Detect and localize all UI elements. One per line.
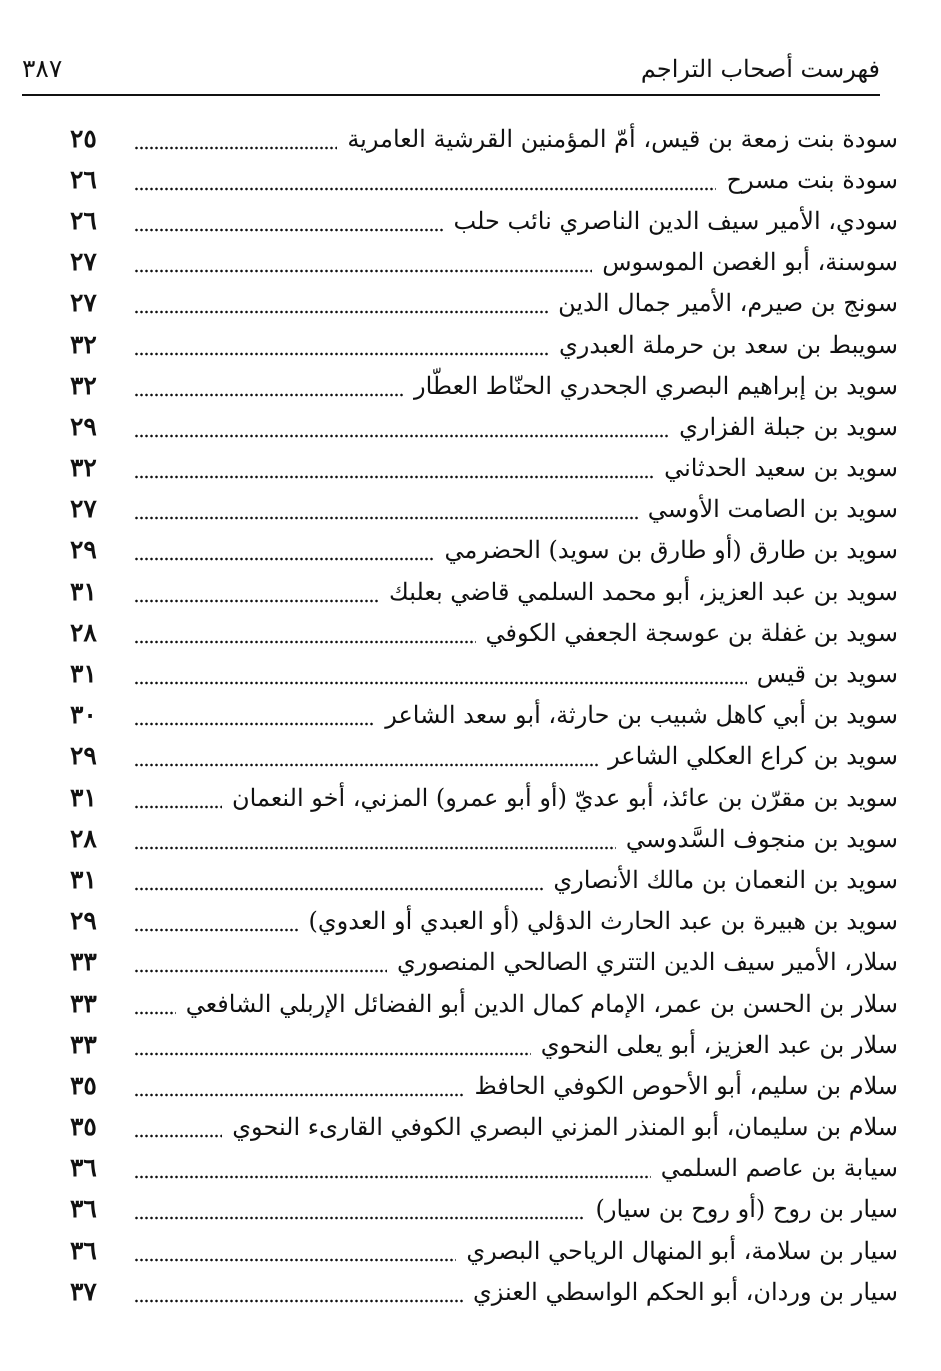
dot-leader	[134, 1212, 585, 1224]
entry-name: سلار، الأمير سيف الدين التتري الصالحي المنصوري	[396, 948, 898, 977]
dot-leader	[134, 265, 592, 277]
entry-page-number: ٣٧	[70, 1276, 97, 1306]
entry-name: سويد بن غفلة بن عوسجة الجعفي الكوفي	[485, 618, 898, 647]
entry-page-number: ٣٥	[70, 1070, 97, 1100]
dot-leader	[134, 389, 404, 401]
entry-name: سونج بن صيرم، الأمير جمال الدين	[558, 289, 898, 318]
entry-name: سويد بن سعيد الحدثاني	[664, 454, 898, 483]
dot-leader	[134, 512, 638, 524]
index-entry	[70, 983, 898, 1024]
entry-name: سويد بن الصامت الأوسي	[647, 495, 898, 524]
entry-page-number: ٣٣	[70, 947, 97, 977]
index-entry	[70, 1107, 898, 1148]
entry-name: سيابة بن عاصم السلمي	[660, 1154, 898, 1183]
index-entry	[70, 859, 898, 900]
dot-leader	[134, 759, 598, 771]
entry-name: سويد بن منجوف السَّدوسي	[625, 824, 898, 853]
dot-leader	[134, 1171, 651, 1183]
index-entries-list	[70, 118, 898, 1312]
dot-leader	[134, 924, 299, 936]
entry-page-number: ٢٧	[70, 494, 97, 524]
dot-leader	[134, 801, 222, 813]
entry-name: سويد بن كراع العكلي الشاعر	[608, 742, 898, 771]
entry-name: سويبط بن سعد بن حرملة العبدري	[558, 330, 898, 359]
index-entry	[70, 1230, 898, 1271]
index-entry	[70, 612, 898, 653]
index-entry	[70, 159, 898, 200]
index-entry	[70, 200, 898, 241]
index-entry	[70, 530, 898, 571]
entry-page-number: ٣٢	[70, 329, 97, 359]
page-title: فهرست أصحاب التراجم	[640, 55, 880, 83]
dot-leader	[134, 636, 476, 648]
entry-name: سلام بن سليمان، أبو المنذر المزني البصري الكوفي القارىء النحوي	[232, 1113, 898, 1142]
dot-leader	[134, 1130, 222, 1142]
entry-name: سيار بن روح (أو روح بن سيار)	[595, 1195, 898, 1224]
entry-name: سويد بن عبد العزيز، أبو محمد السلمي قاضي بعلبك	[388, 577, 898, 606]
entry-page-number: ٢٧	[70, 288, 97, 318]
dot-leader	[134, 1089, 464, 1101]
entry-name: سويد بن النعمان بن مالك الأنصاري	[553, 865, 898, 894]
index-entry	[70, 489, 898, 530]
index-entry	[70, 777, 898, 818]
index-entry	[70, 283, 898, 324]
dot-leader	[134, 1048, 531, 1060]
entry-page-number: ٣٥	[70, 1112, 97, 1142]
entry-page-number: ٣٦	[70, 1153, 97, 1183]
entry-name: سويد بن هبيرة بن عبد الحارث الدؤلي (أو العبدي أو العدوي)	[308, 907, 898, 936]
index-entry	[70, 365, 898, 406]
entry-page-number: ٣١	[70, 782, 97, 812]
index-entry	[70, 695, 898, 736]
entry-name: سيار بن وردان، أبو الحكم الواسطي العنزي	[472, 1277, 898, 1306]
dot-leader	[134, 306, 548, 318]
entry-page-number: ٢٦	[70, 164, 97, 194]
entry-name: سويد بن جبلة الفزاري	[679, 412, 898, 441]
entry-page-number: ٣٢	[70, 453, 97, 483]
index-entry	[70, 324, 898, 365]
entry-name: سويد بن إبراهيم البصري الجحدري الحنّاط العطّار	[413, 371, 898, 400]
entry-page-number: ٢٨	[70, 617, 97, 647]
dot-leader	[134, 595, 379, 607]
page-number: ٣٨٧	[22, 54, 63, 83]
index-entry	[70, 1024, 898, 1065]
entry-name: سويد بن قيس	[756, 660, 898, 689]
dot-leader	[134, 718, 375, 730]
index-entry	[70, 818, 898, 859]
index-entry	[70, 448, 898, 489]
index-entry	[70, 1189, 898, 1230]
dot-leader	[134, 965, 387, 977]
entry-page-number: ٢٩	[70, 535, 97, 565]
dot-leader	[134, 1254, 456, 1266]
dot-leader	[134, 471, 654, 483]
entry-page-number: ٣١	[70, 576, 97, 606]
entry-name: سوسنة، أبو الغصن الموسوس	[602, 248, 898, 277]
index-entry	[70, 653, 898, 694]
dot-leader	[134, 183, 716, 195]
entry-name: سودة بنت زمعة بن قيس، أمّ المؤمنين القرشية العامرية	[347, 124, 898, 153]
dot-leader	[134, 553, 435, 565]
page-header	[22, 50, 880, 94]
entry-name: سودة بنت مسرح	[726, 165, 898, 194]
index-entry	[70, 736, 898, 777]
entry-page-number: ٣٣	[70, 988, 97, 1018]
index-entry	[70, 901, 898, 942]
index-entry	[70, 406, 898, 447]
dot-leader	[134, 142, 337, 154]
entry-name: سودي، الأمير سيف الدين الناصري نائب حلب	[453, 206, 898, 235]
entry-name: سويد بن أبي كاهل شبيب بن حارثة، أبو سعد الشاعر	[385, 701, 898, 730]
entry-page-number: ٢٧	[70, 247, 97, 277]
dot-leader	[134, 677, 747, 689]
entry-page-number: ٢٦	[70, 205, 97, 235]
entry-name: سويد بن طارق (أو طارق بن سويد) الحضرمي	[444, 536, 898, 565]
dot-leader	[134, 348, 549, 360]
entry-page-number: ٣٦	[70, 1235, 97, 1265]
index-entry	[70, 1065, 898, 1106]
entry-page-number: ٢٨	[70, 823, 97, 853]
dot-leader	[134, 842, 616, 854]
entry-page-number: ٢٩	[70, 906, 97, 936]
entry-page-number: ٣١	[70, 659, 97, 689]
entry-name: سويد بن مقرّن بن عائذ، أبو عديّ (أو أبو عمرو) المزني، أخو النعمان	[232, 783, 898, 812]
index-entry	[70, 1271, 898, 1312]
index-entry	[70, 1148, 898, 1189]
entry-page-number: ٣٦	[70, 1194, 97, 1224]
entry-page-number: ٢٩	[70, 741, 97, 771]
header-rule	[22, 94, 880, 96]
entry-page-number: ٢٩	[70, 411, 97, 441]
dot-leader	[134, 224, 444, 236]
entry-name: سلام بن سليم، أبو الأحوص الكوفي الحافظ	[474, 1071, 898, 1100]
entry-page-number: ٢٥	[70, 123, 97, 153]
entry-name: سلار بن الحسن بن عمر، الإمام كمال الدين أبو الفضائل الإربلي الشافعي	[185, 989, 898, 1018]
index-entry	[70, 242, 898, 283]
entry-page-number: ٣٢	[70, 370, 97, 400]
entry-page-number: ٣٠	[70, 700, 97, 730]
index-entry	[70, 571, 898, 612]
dot-leader	[134, 883, 543, 895]
entry-page-number: ٣٣	[70, 1029, 97, 1059]
dot-leader	[134, 1295, 463, 1307]
index-entry	[70, 942, 898, 983]
index-entry	[70, 118, 898, 159]
dot-leader	[134, 1007, 176, 1019]
entry-name: سيار بن سلامة، أبو المنهال الرياحي البصري	[466, 1236, 898, 1265]
entry-name: سلار بن عبد العزيز، أبو يعلى النحوي	[540, 1030, 898, 1059]
entry-page-number: ٣١	[70, 864, 97, 894]
dot-leader	[134, 430, 669, 442]
